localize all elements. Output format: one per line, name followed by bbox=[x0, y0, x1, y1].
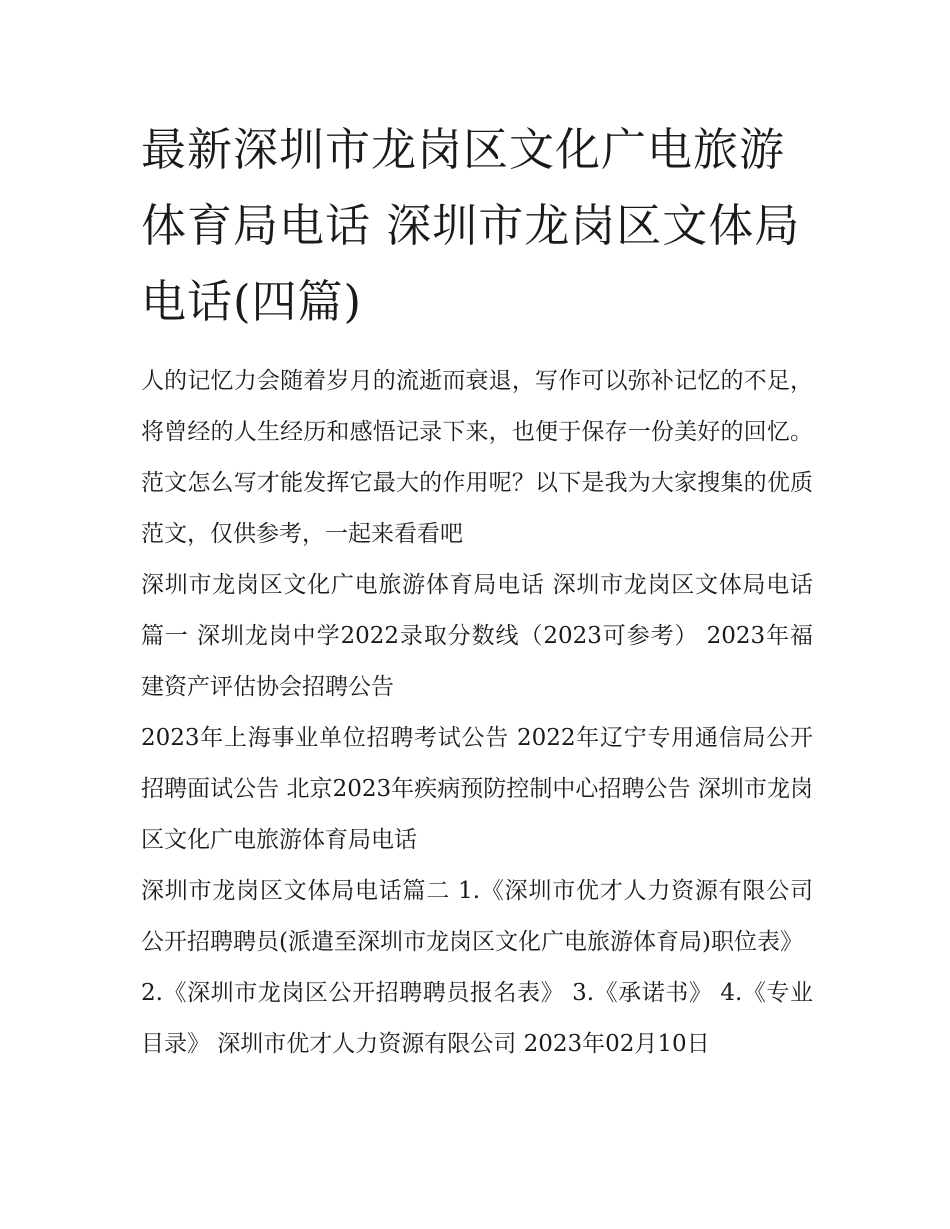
intro-paragraph: 人的记忆力会随着岁月的流逝而衰退，写作可以弥补记忆的不足，将曾经的人生经历和感悟记录下来，也便于保存一份美好的回忆。范文怎么写才能发挥它最大的作用呢？以下是我为大家搜集的优质范文，仅供参考，一起来看看吧 bbox=[141, 368, 813, 547]
document-page bbox=[141, 112, 813, 1070]
body-paragraph-3: 深圳市龙岗区文体局电话篇二 1.《深圳市优才人力资源有限公司公开招聘聘员(派遣至深圳市龙岗区文化广电旅游体育局)职位表》 bbox=[141, 878, 813, 955]
document-title: 最新深圳市龙岗区文化广电旅游体育局电话 深圳市龙岗区文体局电话(四篇) bbox=[141, 123, 801, 328]
body-paragraph-4: 2.《深圳市龙岗区公开招聘聘员报名表》 3.《承诺书》 4.《专业目录》 深圳市优才人力资源有限公司 2023年02月10日 bbox=[141, 980, 813, 1057]
body-paragraph-1: 深圳市龙岗区文化广电旅游体育局电话 深圳市龙岗区文体局电话篇一 深圳龙岗中学2022录取分数线（2023可参考） 2023年福建资产评估协会招聘公告 bbox=[141, 572, 813, 700]
body-paragraph-2: 2023年上海事业单位招聘考试公告 2022年辽宁专用通信局公开招聘面试公告 北京2023年疾病预防控制中心招聘公告 深圳市龙岗区文化广电旅游体育局电话 bbox=[141, 725, 813, 853]
